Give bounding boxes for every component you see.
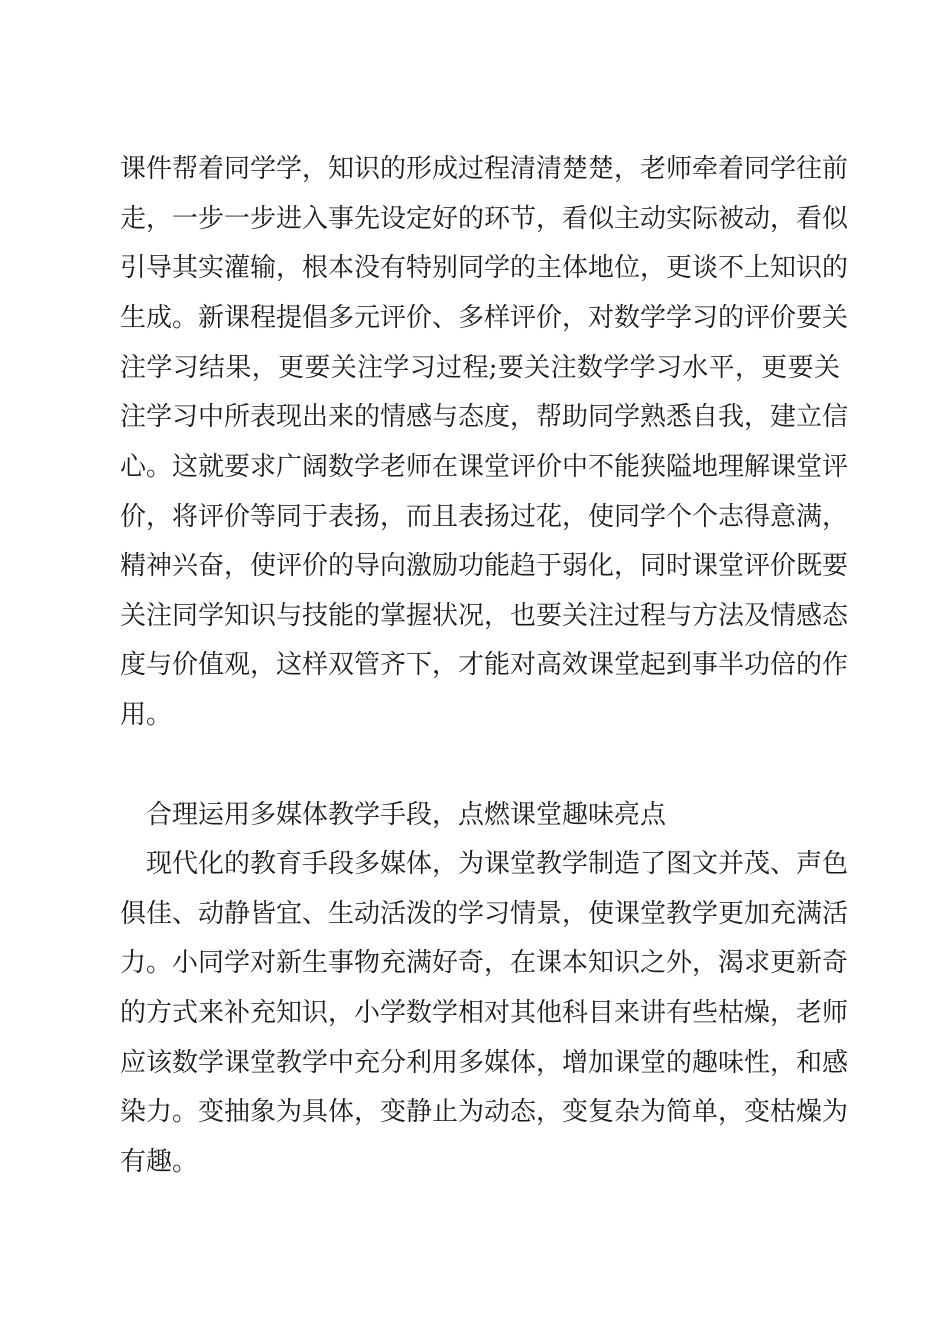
paragraph-2-line-5: 应该数学课堂教学中充分利用多媒体，增加课堂的趣味性，和感: [120, 1048, 849, 1078]
section-heading: 合理运用多媒体教学手段，点燃课堂趣味亮点: [146, 800, 667, 830]
paragraph-1-line-7: 心。这就要求广阔数学老师在课堂评价中不能狭隘地理解课堂评: [120, 452, 849, 482]
paragraph-1-line-1: 课件帮着同学学，知识的形成过程清清楚楚，老师牵着同学往前: [120, 154, 849, 184]
paragraph-1-line-5: 注学习结果，更要关注学习过程;要关注数学学习水平，更要关: [120, 353, 840, 383]
paragraph-2-line-1: 现代化的教育手段多媒体，为课堂教学制造了图文并茂、声色: [146, 849, 849, 879]
paragraph-1-line-9: 精神兴奋，使评价的导向激励功能趋于弱化，同时课堂评价既要: [120, 551, 849, 581]
paragraph-2-line-4: 的方式来补充知识，小学数学相对其他科目来讲有些枯燥，老师: [120, 998, 849, 1028]
paragraph-1-line-12: 用。: [120, 700, 173, 730]
paragraph-2-line-6: 染力。变抽象为具体，变静止为动态，变复杂为简单，变枯燥为: [120, 1097, 849, 1127]
paragraph-2-line-3: 力。小同学对新生事物充满好奇，在课本知识之外，渴求更新奇: [120, 948, 849, 978]
paragraph-1-line-11: 度与价值观，这样双管齐下，才能对高效课堂起到事半功倍的作: [120, 650, 849, 680]
paragraph-1-line-2: 走，一步一步进入事先设定好的环节，看似主动实际被动，看似: [120, 204, 849, 234]
paragraph-1-line-3: 引导其实灌输，根本没有特别同学的主体地位，更谈不上知识的: [120, 253, 849, 283]
paragraph-1-line-4: 生成。新课程提倡多元评价、多样评价，对数学学习的评价要关: [120, 303, 849, 333]
paragraph-1-line-6: 注学习中所表现出来的情感与态度，帮助同学熟悉自我，建立信: [120, 402, 849, 432]
paragraph-2-line-2: 俱佳、动静皆宜、生动活泼的学习情景，使课堂教学更加充满活: [120, 899, 849, 929]
paragraph-1-line-10: 关注同学知识与技能的掌握状况，也要关注过程与方法及情感态: [120, 601, 849, 631]
paragraph-2-line-7: 有趣。: [120, 1147, 199, 1177]
paragraph-1-line-8: 价，将评价等同于表扬，而且表扬过花，使同学个个志得意满，: [120, 502, 849, 532]
